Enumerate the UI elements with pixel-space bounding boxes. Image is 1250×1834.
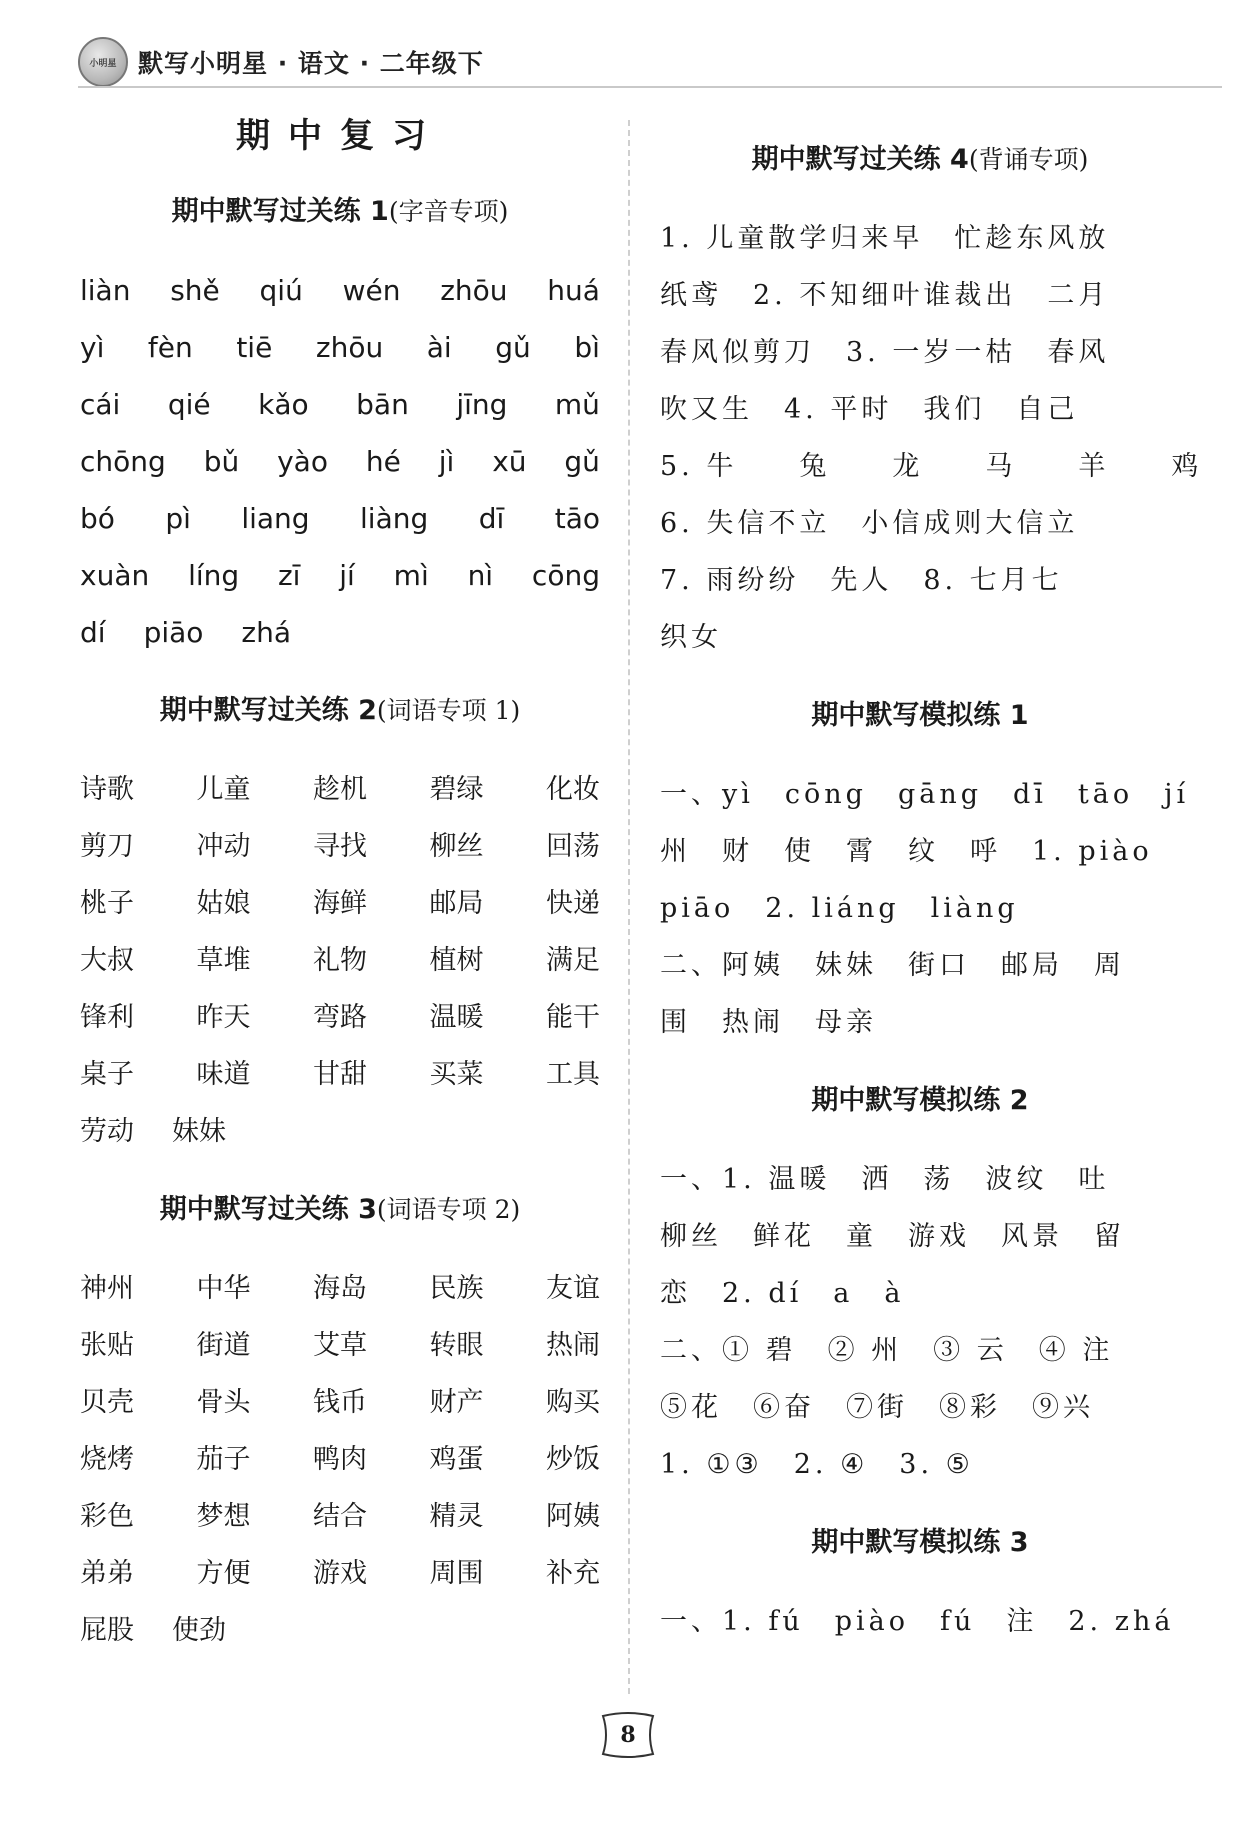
answer-line — [80, 932, 600, 989]
answer-item: 炒饭 — [546, 1444, 600, 1475]
answer-item: 游戏 — [313, 1558, 367, 1589]
answer-item: jì — [438, 445, 455, 478]
answer-item: 诗歌 — [80, 774, 134, 805]
answer-line — [80, 761, 600, 818]
answer-item: 碧绿 — [429, 774, 484, 805]
answer-item: mǔ — [554, 388, 600, 421]
answer-line — [80, 262, 600, 319]
answer-line: 1. 儿童散学归来早 忙趁东风放 — [660, 223, 1110, 254]
answer-item: chōng — [80, 445, 166, 478]
answer-item: fèn — [147, 331, 193, 364]
section-title — [80, 190, 600, 234]
answer-item: 柳丝 — [429, 831, 484, 862]
answer-line: 7. 雨纷纷 先人 8. 七月七 — [660, 565, 1063, 596]
answer-line: 恋 2. dí a à — [660, 1278, 905, 1309]
answer-line — [80, 376, 600, 433]
answer-item: 快递 — [546, 888, 600, 919]
answer-item: 满足 — [546, 945, 600, 976]
answer-line: 吹又生 4. 平时 我们 自己 — [660, 394, 1079, 425]
answer-item: 烧烤 — [80, 1444, 134, 1475]
left-column — [80, 112, 600, 1659]
answer-item: 趁机 — [313, 774, 367, 805]
brand-logo — [78, 37, 128, 87]
answer-line — [80, 490, 600, 547]
answer-item: 能干 — [546, 1002, 600, 1033]
answer-line — [80, 1317, 600, 1374]
answer-item: huá — [547, 274, 600, 307]
column-divider — [628, 120, 630, 1694]
answer-line: 春风似剪刀 3. 一岁一枯 春风 — [660, 337, 1110, 368]
answer-item: 桌子 — [80, 1059, 134, 1090]
answer-item: 工具 — [546, 1059, 600, 1090]
answer-item: xū — [492, 445, 527, 478]
answer-item: 彩色 — [80, 1501, 134, 1532]
section-title-main: 期中默写过关练 1 — [171, 196, 389, 227]
answer-line — [80, 1046, 600, 1103]
answer-item: 友谊 — [546, 1273, 600, 1304]
answer-item: 钱币 — [313, 1387, 367, 1418]
answer-line: 6. 失信不立 小信成则大信立 — [660, 508, 1079, 539]
answer-item: 骨头 — [196, 1387, 251, 1418]
logo-text: 小明星 — [89, 58, 117, 69]
simulation-answer-block — [660, 1593, 1180, 1650]
answer-line — [80, 1374, 600, 1431]
answer-line: 二、① 碧 ② 州 ③ 云 ④ 注 — [660, 1335, 1114, 1366]
answer-item: 街道 — [196, 1330, 251, 1361]
answer-item: bān — [356, 388, 409, 421]
answer-item: 昨天 — [196, 1002, 251, 1033]
answer-item: 弯路 — [313, 1002, 367, 1033]
section-title: 期中默写模拟练 2 — [811, 1085, 1029, 1116]
answer-item: 海岛 — [313, 1273, 367, 1304]
answer-item: 民族 — [429, 1273, 484, 1304]
simulation-answer-block — [660, 1151, 1180, 1493]
answer-item: 财产 — [429, 1387, 484, 1418]
answer-item: 剪刀 — [80, 831, 134, 862]
answer-item: 神州 — [80, 1273, 134, 1304]
answer-item: bì — [574, 331, 600, 364]
answer-item: dī — [478, 502, 505, 535]
answer-item: 草堆 — [196, 945, 251, 976]
page-number: 8 — [620, 1722, 636, 1748]
answer-item: qiú — [259, 274, 303, 307]
answer-item: 精灵 — [429, 1501, 484, 1532]
answer-item: ài — [426, 331, 452, 364]
answer-line — [80, 989, 600, 1046]
answer-item: hé — [365, 445, 401, 478]
answer-line: 一、1. 温暖 洒 荡 波纹 吐 — [660, 1164, 1110, 1195]
answer-line — [80, 1602, 600, 1659]
pinyin-answer-block — [80, 262, 600, 661]
answer-line: 二、阿姨 妹妹 街口 邮局 周 — [660, 950, 1125, 981]
answer-item: 使劲 — [172, 1615, 226, 1646]
section-title-sub: (词语专项 1) — [376, 696, 521, 725]
answer-item: 购买 — [546, 1387, 600, 1418]
answer-item: 鸡蛋 — [429, 1444, 484, 1475]
answer-line: 一、yì cōng gāng dī tāo jí — [660, 779, 1190, 810]
answer-item: 屁股 — [80, 1615, 134, 1646]
answer-item: zhōu — [440, 274, 508, 307]
answer-item: liàn — [80, 274, 131, 307]
answer-item: 热闹 — [546, 1330, 600, 1361]
answer-item: bó — [80, 502, 115, 535]
answer-line: 织女 — [660, 622, 722, 653]
answer-item: 味道 — [196, 1059, 251, 1090]
answer-line: piāo 2. liáng liàng — [660, 893, 1019, 924]
section-title-main: 期中默写过关练 2 — [159, 695, 377, 726]
answer-item: 锋利 — [80, 1002, 134, 1033]
section-title-main: 期中默写过关练 3 — [159, 1194, 377, 1225]
answer-item: 妹妹 — [172, 1116, 226, 1147]
answer-item: liàng — [360, 502, 429, 535]
header-rule — [78, 86, 1222, 88]
answer-item: 张贴 — [80, 1330, 134, 1361]
answer-item: jīng — [456, 388, 508, 421]
answer-line: 州 财 使 霄 纹 呼 1. piào — [660, 836, 1153, 867]
answer-item: gǔ — [564, 445, 600, 478]
answer-item: 鸭肉 — [313, 1444, 367, 1475]
answer-item: bǔ — [203, 445, 240, 478]
answer-item: 邮局 — [429, 888, 484, 919]
answer-line — [80, 1545, 600, 1602]
answer-item: 梦想 — [196, 1501, 251, 1532]
answer-item: 中华 — [196, 1273, 251, 1304]
section-title-sub: (字音专项) — [388, 197, 509, 226]
answer-line — [80, 433, 600, 490]
answer-item: jí — [339, 559, 355, 592]
answer-item: shě — [170, 274, 220, 307]
main-title: 期中复习 — [236, 116, 444, 156]
answer-item: liang — [241, 502, 310, 535]
answer-line: 5. 牛 兔 龙 马 羊 鸡 — [660, 451, 1203, 482]
page-number-badge — [595, 1710, 661, 1760]
answer-item: 姑娘 — [196, 888, 251, 919]
answer-item: 阿姨 — [546, 1501, 600, 1532]
answer-item: kǎo — [258, 388, 309, 421]
section-title — [80, 689, 600, 733]
answer-item: 桃子 — [80, 888, 134, 919]
answer-item: pì — [165, 502, 191, 535]
section-title: 期中默写模拟练 3 — [811, 1527, 1029, 1558]
answer-item: 化妆 — [546, 774, 600, 805]
answer-line — [80, 1103, 600, 1160]
answer-item: 结合 — [313, 1501, 367, 1532]
answer-item: 补充 — [546, 1558, 600, 1589]
section-title: 期中默写模拟练 1 — [811, 700, 1029, 731]
right-column — [660, 128, 1203, 1650]
answer-line: 柳丝 鲜花 童 游戏 风景 留 — [660, 1221, 1125, 1252]
answer-item: 温暖 — [429, 1002, 484, 1033]
answer-item: yì — [80, 331, 105, 364]
section-title — [80, 1188, 600, 1232]
answer-line: 一、1. fú piào fú 注 2. zhá — [660, 1606, 1175, 1637]
answer-item: cōng — [531, 559, 600, 592]
answer-item: zhá — [241, 616, 292, 649]
answer-item: cái — [80, 388, 121, 421]
section-title-main: 期中默写过关练 4 — [751, 144, 969, 175]
answer-item: 儿童 — [196, 774, 251, 805]
answer-item: wén — [342, 274, 401, 307]
answer-line: 纸鸢 2. 不知细叶谁裁出 二月 — [660, 280, 1110, 311]
answer-item: 礼物 — [313, 945, 367, 976]
answer-line — [80, 818, 600, 875]
section-title-sub: (背诵专项) — [968, 145, 1089, 174]
answer-item: 艾草 — [313, 1330, 367, 1361]
answer-item: 方便 — [196, 1558, 251, 1589]
answer-item: 植树 — [429, 945, 484, 976]
word-answer-block — [80, 1260, 600, 1659]
answer-item: 冲动 — [196, 831, 251, 862]
answer-line — [80, 604, 600, 661]
answer-item: 甘甜 — [313, 1059, 367, 1090]
answer-line — [80, 319, 600, 376]
word-answer-block — [80, 761, 600, 1160]
answer-item: piāo — [143, 616, 204, 649]
answer-item: zhōu — [315, 331, 384, 364]
answer-item: nì — [467, 559, 494, 592]
answer-item: 买菜 — [429, 1059, 484, 1090]
answer-item: dí — [80, 616, 106, 649]
answer-item: 转眼 — [429, 1330, 484, 1361]
answer-item: 贝壳 — [80, 1387, 134, 1418]
simulation-answer-block — [660, 766, 1190, 1051]
answer-item: mì — [393, 559, 429, 592]
answer-line — [80, 1488, 600, 1545]
answer-line — [80, 875, 600, 932]
answer-item: gǔ — [495, 331, 531, 364]
recitation-answer-block — [660, 210, 1203, 666]
answer-line — [80, 1260, 600, 1317]
answer-item: 茄子 — [196, 1444, 251, 1475]
answer-item: 劳动 — [80, 1116, 134, 1147]
answer-item: 回荡 — [546, 831, 600, 862]
answer-item: 寻找 — [313, 831, 367, 862]
answer-line: 围 热闹 母亲 — [660, 1007, 877, 1038]
answer-item: tāo — [554, 502, 600, 535]
answer-item: zī — [277, 559, 301, 592]
answer-item: tiē — [236, 331, 273, 364]
answer-item: qié — [167, 388, 211, 421]
section-title-sub: (词语专项 2) — [376, 1195, 521, 1224]
answer-item: 海鲜 — [313, 888, 367, 919]
answer-item: 大叔 — [80, 945, 134, 976]
answer-line: 1. ①③ 2. ④ 3. ⑤ — [660, 1449, 974, 1480]
answer-item: 弟弟 — [80, 1558, 134, 1589]
answer-item: yào — [277, 445, 328, 478]
page-header — [78, 38, 484, 86]
answer-line: ⑤花 ⑥奋 ⑦街 ⑧彩 ⑨兴 — [660, 1392, 1094, 1423]
answer-line — [80, 547, 600, 604]
answer-item: 周围 — [429, 1558, 484, 1589]
answer-item: xuàn — [80, 559, 150, 592]
section-title — [660, 138, 1180, 182]
answer-line — [80, 1431, 600, 1488]
book-title: 默写小明星 · 语文 · 二年级下 — [138, 49, 484, 78]
answer-item: líng — [188, 559, 240, 592]
